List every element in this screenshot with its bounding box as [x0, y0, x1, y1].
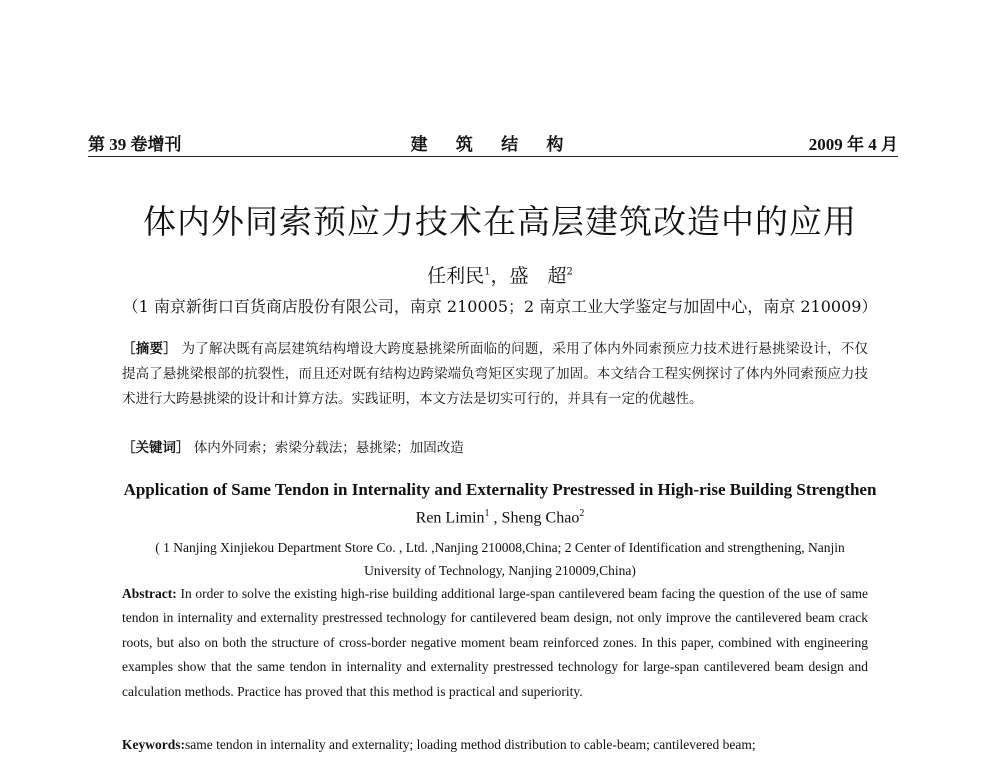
keywords-label-en: Keywords — [122, 737, 181, 752]
affiliation-cn: （1 南京新街口百货商店股份有限公司，南京 210005；2 南京工业大学鉴定与加固中心，南京 210009） — [122, 297, 878, 316]
author-1-en-sup: 1 — [484, 508, 490, 519]
abstract-en — [122, 582, 868, 704]
author-separator-en: , — [489, 509, 502, 527]
header-rule — [88, 156, 898, 157]
authors-cn — [0, 261, 1000, 288]
author-1-cn: 任利民 — [427, 265, 485, 287]
publication-date: 2009 年 4 月 — [808, 135, 898, 154]
abstract-separator-en: : — [172, 586, 181, 601]
keywords-en — [122, 734, 868, 756]
author-1-sup: 1 — [484, 266, 491, 278]
authors-en — [0, 508, 1000, 527]
keywords-text-en: same tendon in internality and externality; loading method distribution to cable-beam; cantilevered beam; — [185, 737, 756, 752]
author-1-en: Ren Limin — [415, 509, 485, 527]
author-2-en-sup: 2 — [579, 508, 585, 519]
author-2-cn: 盛 超 — [509, 265, 567, 287]
running-head — [88, 130, 898, 152]
author-2-sup: 2 — [566, 266, 573, 278]
author-separator-cn: ， — [490, 265, 510, 287]
journal-name: 建 筑 结 构 — [410, 135, 576, 154]
abstract-label-en: Abstract — [122, 586, 173, 601]
keywords-separator-en: : — [180, 737, 185, 752]
abstract-text-cn: 为了解决既有高层建筑结构增设大跨度悬挑梁所面临的问题，采用了体内外同索预应力技术进行悬挑梁设计，不仅提高了悬挑梁根部的抗裂性，而且还对既有结构边跨梁端负弯矩区实现了加固。本文结合工程实例探讨了体内外同索预应力技术进行大跨悬挑梁的设计和计算方法。实践证明，本文方法是切实可行的，并具有一定的优越性。 — [122, 341, 869, 407]
affiliation-en: ( 1 Nanjing Xinjiekou Department Store Co. , Ltd. ,Nanjing 210008,China; 2 Center of Identification and strengthening, Nanjin University of Technology, Nanjing 210009,China) — [155, 540, 845, 578]
abstract-text-en: In order to solve the existing high-rise building additional large-span cantilevered beam facing the question of the use of same tendon in internality and externality prestressed technology for cantilevered beam design, not only improve the cantilevered beam crack roots, but also on both the structure of cross-border negative moment beam reinforced zones. In this paper, combined with engineering examples show that the same tendon in internality and externality prestressed technology for large-span cantilevered beam design and calculation methods. Practice has proved that this method is practical and superiority. — [122, 586, 868, 699]
author-2-en: Sheng Chao — [501, 509, 580, 527]
paper-title-cn: 体内外同索预应力技术在高层建筑改造中的应用 — [143, 202, 857, 241]
keywords-text-cn: 体内外同索；索梁分载法；悬挑梁；加固改造 — [193, 440, 464, 456]
volume-issue: 第 39 卷增刊 — [88, 135, 182, 154]
keywords-cn — [122, 437, 868, 459]
abstract-label-cn: ［摘要］ — [122, 341, 177, 357]
abstract-cn — [122, 337, 868, 412]
paper-title-en: Application of Same Tendon in Internality and Externality Prestressed in High-rise Building Strengthen — [123, 480, 877, 499]
keywords-label-cn: ［关键词］ — [122, 440, 190, 456]
